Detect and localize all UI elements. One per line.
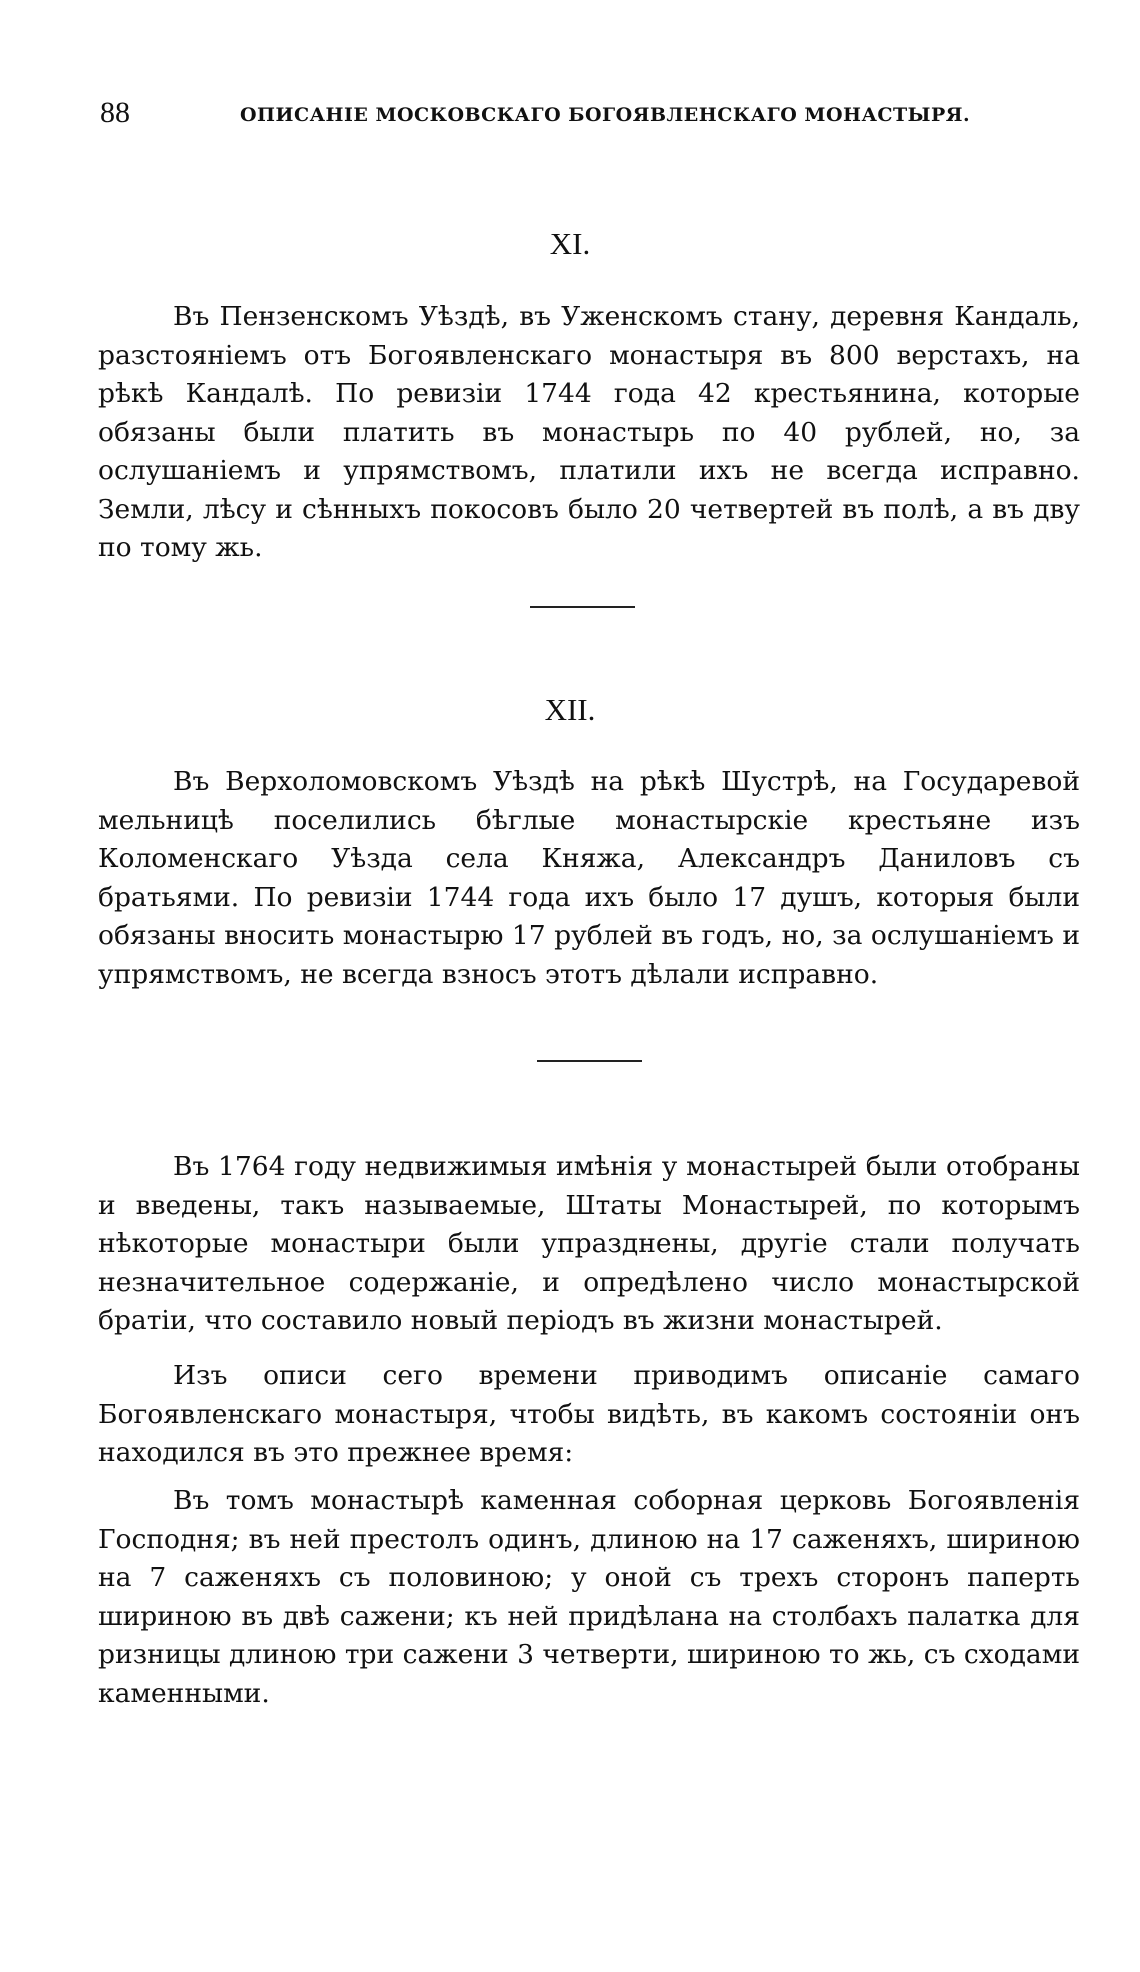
section-title-xi: XI. [549,226,591,261]
section-xii-paragraph: Въ Верхоломовскомъ Уѣздѣ на рѣкѣ Шустрѣ, на Государевой мельницѣ поселились бѣглые монастырскіе крестьяне изъ Коломенскаго Уѣзда села Княжа, Александръ Даниловъ съ братьями. По ревизіи 1744 года ихъ было 17 душъ, которыя были обязаны вносить монастырю 17 рублей въ годъ, но, за ослушаніемъ и упрямствомъ, не всегда взносъ этотъ дѣлали исправно. [98,766,1080,990]
section-title-xii: XII. [544,692,596,727]
closing-paragraph: Въ томъ монастырѣ каменная соборная церковь Богоявленія Господня; въ ней престолъ одинъ, длиною на 17 саженяхъ, шириною на 7 саженяхъ съ половиною; у оной съ трехъ сторонъ паперть шириною въ двѣ сажени; къ ней придѣлана на столбахъ палатка для ризницы длиною три сажени 3 четверти, шириною то жь, съ сходами каменными. [98,1485,1080,1709]
section-xi-paragraph: Въ Пензенскомъ Уѣздѣ, въ Уженскомъ стану, деревня Кандаль, разстояніемъ отъ Богоявленскаго монастыря въ 800 верстахъ, на рѣкѣ Кандалѣ. По ревизіи 1744 года 42 крестьянина, которые обязаны были платить въ монастырь по 40 рублей, но, за ослушаніемъ и упрямствомъ, платили ихъ не всегда исправно. Земли, лѣсу и сѣнныхъ покосовъ было 20 четвертей въ полѣ, а въ дву по тому жь. [98,301,1080,563]
page-number: 88 [100,96,130,129]
closing-paragraph: Изъ описи сего времени приводимъ описаніе самаго Богоявленскаго монастыря, чтобы видѣть, въ какомъ состояніи онъ находился въ это прежнее время: [98,1360,1080,1468]
closing-paragraph: Въ 1764 году недвижимыя имѣнія у монастырей были отобраны и введены, такъ называемые, Штаты Монастырей, по которымъ нѣкоторые монастыри были упразднены, другіе стали получать незначительное содержаніе, и опредѣлено число монастырской братіи, что составило новый періодъ въ жизни монастырей. [98,1151,1080,1336]
divider-rule [530,606,635,608]
divider-rule [537,1060,642,1062]
page-header [100,96,1000,136]
running-title: ОПИСАНІЕ МОСКОВСКАГО БОГОЯВЛЕНСКАГО МОНАСТЫРЯ. [240,104,971,126]
